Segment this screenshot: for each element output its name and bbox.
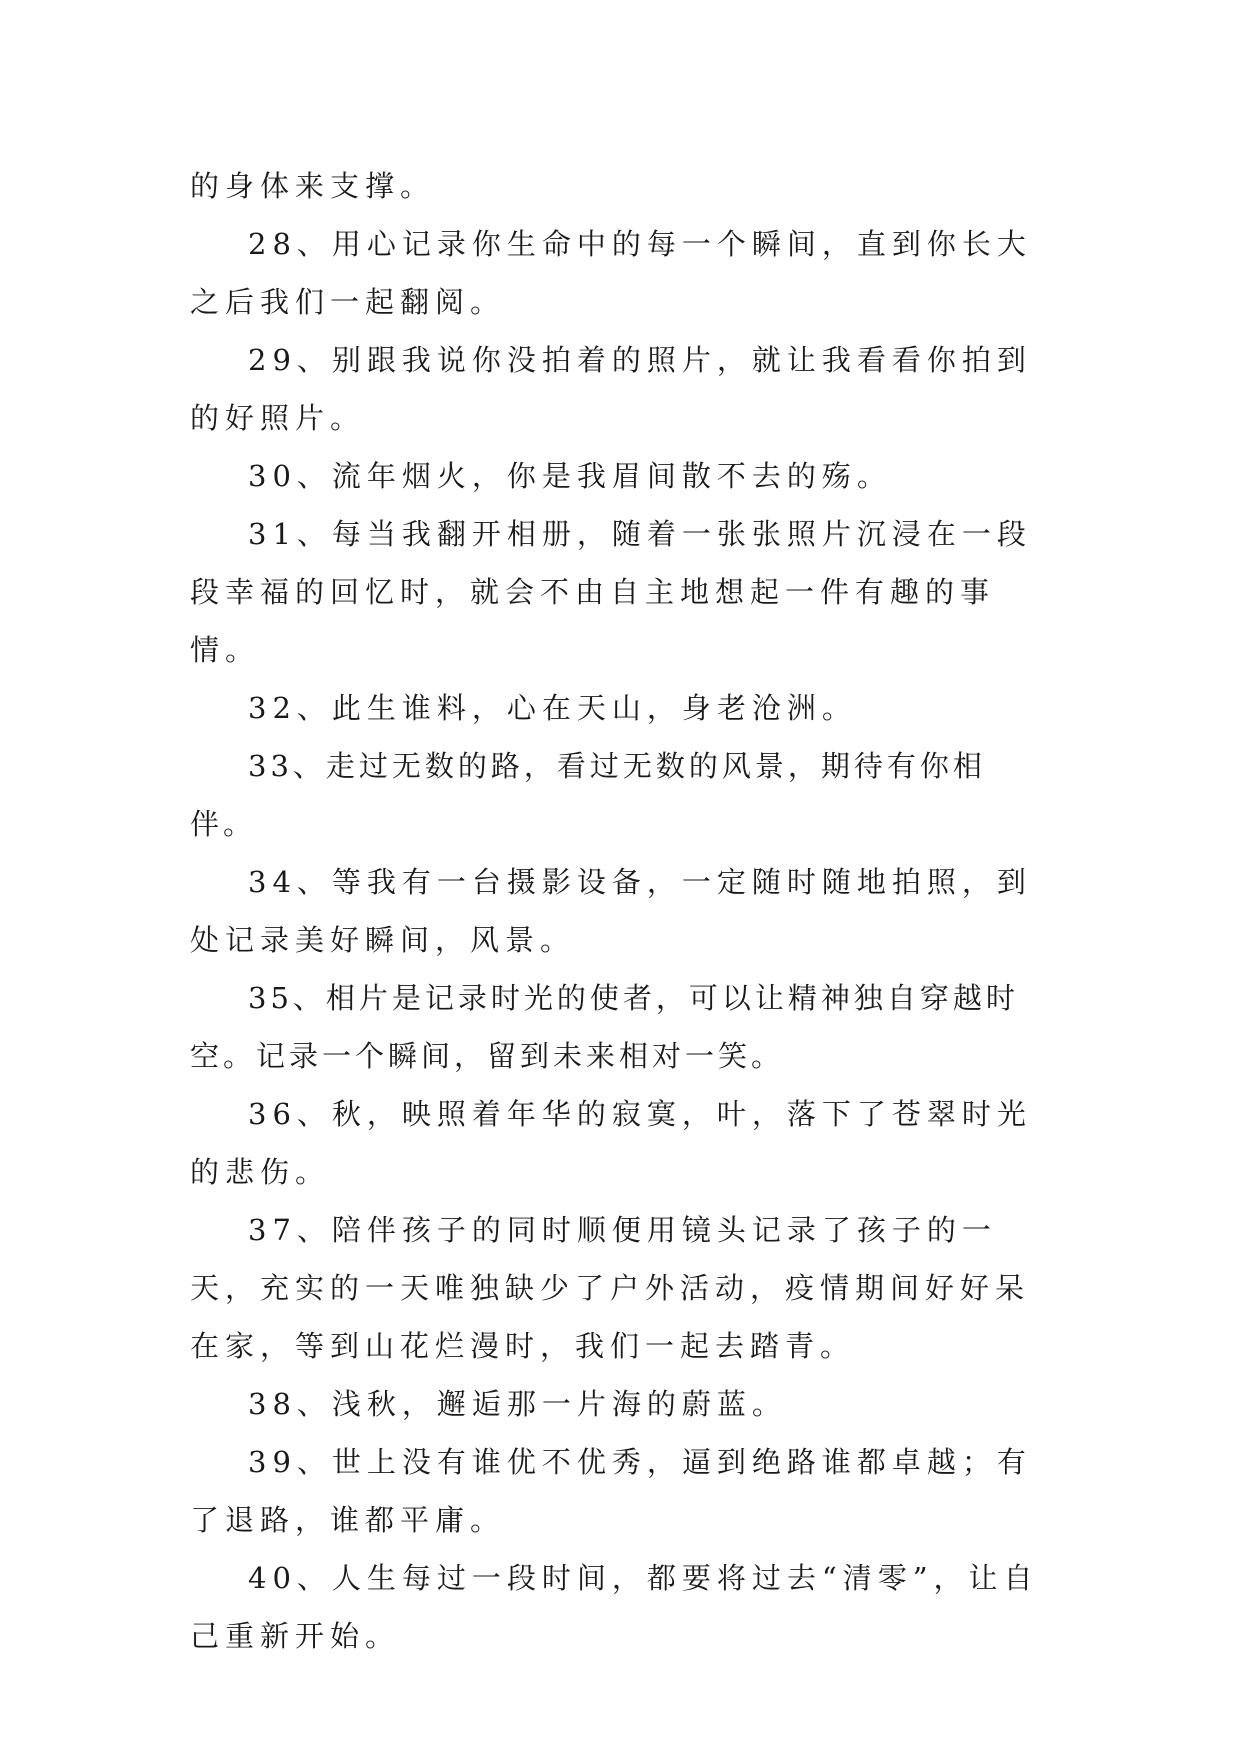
document-body [190, 157, 1050, 1665]
paragraph-31: 31、每当我翻开相册，随着一张张照片沉浸在一段段幸福的回忆时，就会不由自主地想起一件有趣的事情。 [190, 517, 1032, 667]
paragraph-32: 32、此生谁料，心在天山，身老沧洲。 [248, 691, 857, 725]
paragraph-continuation: 的身体来支撑。 [190, 169, 436, 203]
paragraph-40: 40、人生每过一段时间，都要将过去“清零”，让自己重新开始。 [190, 1561, 1039, 1653]
paragraph-37: 37、陪伴孩子的同时顺便用镜头记录了孩子的一天，充实的一天唯独缺少了户外活动，疫情期间好好呆在家，等到山花烂漫时，我们一起去踏青。 [190, 1213, 1031, 1363]
paragraph-35: 35、相片是记录时光的使者，可以让精神独自穿越时空。记录一个瞬间，留到未来相对一笑。 [190, 981, 1019, 1073]
paragraph-38: 38、浅秋，邂逅那一片海的蔚蓝。 [248, 1387, 787, 1421]
paragraph-39: 39、世上没有谁优不优秀，逼到绝路谁都卓越；有了退路，谁都平庸。 [190, 1445, 1032, 1537]
paragraph-28: 28、用心记录你生命中的每一个瞬间，直到你长大之后我们一起翻阅。 [190, 227, 1032, 319]
paragraph-33: 33、走过无数的路，看过无数的风景，期待有你相伴。 [190, 749, 986, 841]
paragraph-34: 34、等我有一台摄影设备，一定随时随地拍照，到处记录美好瞬间，风景。 [190, 865, 1032, 957]
paragraph-36: 36、秋，映照着年华的寂寞，叶，落下了苍翠时光的悲伤。 [190, 1097, 1032, 1189]
paragraph-29: 29、别跟我说你没拍着的照片，就让我看看你拍到的好照片。 [190, 343, 1032, 435]
paragraph-30: 30、流年烟火，你是我眉间散不去的殇。 [248, 459, 892, 493]
